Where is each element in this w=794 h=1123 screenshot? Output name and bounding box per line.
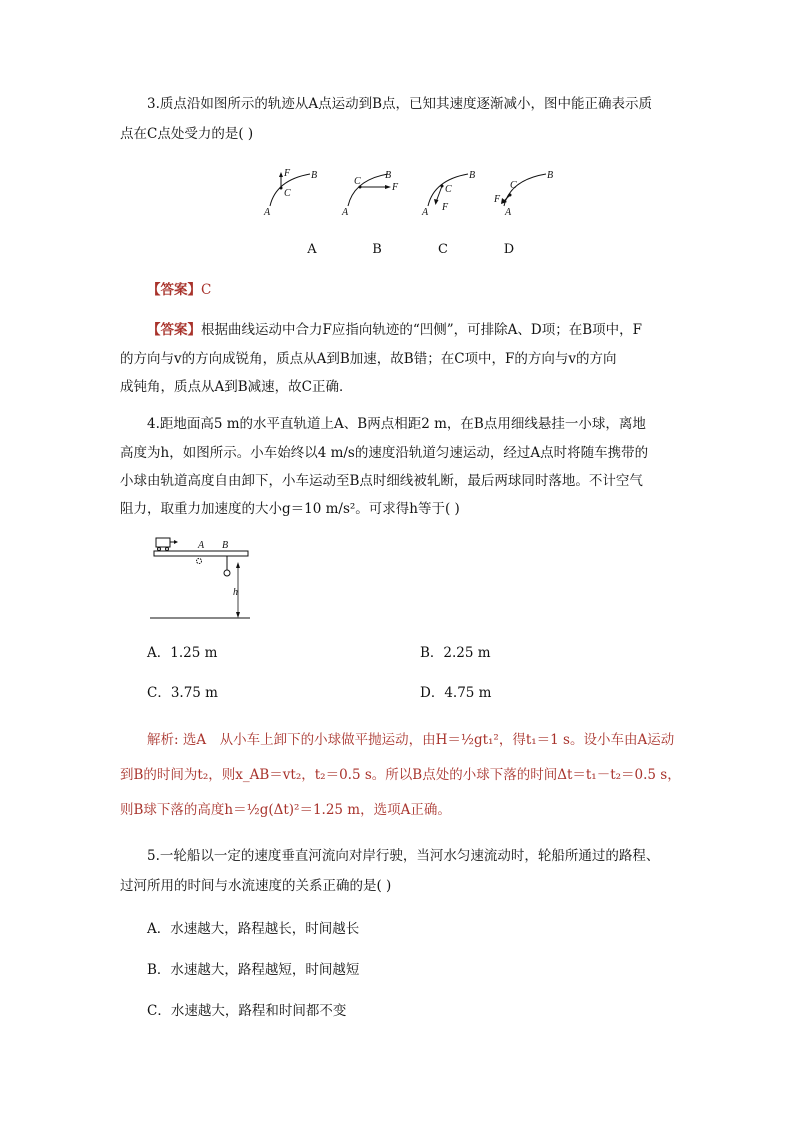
- q4-stem-line3: 小球由轨道高度自由卸下，小车运动至B点时细线被轧断，最后两球同时落地。不计空气: [120, 473, 643, 489]
- explain-tag: 【答案】: [147, 322, 201, 338]
- q4-option-c: C．3.75 m: [147, 685, 218, 701]
- q3-explain-line3: 成钝角，质点从A到B减速，故C正确．: [120, 379, 353, 395]
- q3d-f-label: F: [494, 194, 501, 205]
- q4-fig-a-label: A: [198, 540, 205, 551]
- q3-option-d-label: D: [503, 242, 515, 257]
- q5-option-a: A．水速越大，路程越长，时间越长: [147, 921, 360, 937]
- q3b-f-label: F: [392, 182, 399, 193]
- explain-text-1: 根据曲线运动中合力F应指向轨迹的“凹侧”，可排除A、D项；在B项中，F: [201, 322, 643, 338]
- answer-value: C: [201, 282, 212, 298]
- q3c-b-label: B: [469, 170, 476, 181]
- q3-figure-b: [340, 168, 410, 218]
- q3c-c-label: C: [445, 184, 452, 195]
- q3-figure-c: [420, 168, 480, 218]
- q5-option-b: B．水速越大，路程越短，时间越短: [147, 962, 360, 978]
- q3-explain-line2: 的方向与v的方向成锐角，质点从A到B加速，故B错；在C项中，F的方向与v的方向: [120, 351, 617, 367]
- q4-option-b: B．2.25 m: [420, 645, 491, 661]
- q4-stem-line2: 高度为h，如图所示。小车始终以4 m/s的速度沿轨道匀速运动，经过A点时将随车携带的: [120, 445, 649, 461]
- q5-option-c: C．水速越大，路程和时间都不变: [147, 1003, 347, 1019]
- q5-stem-line2: 过河所用的时间与水流速度的关系正确的是( ): [120, 878, 392, 894]
- q3b-c-label: C: [354, 176, 361, 187]
- q3c-f-label: F: [442, 202, 449, 213]
- q3b-a-label: A: [342, 207, 349, 218]
- q4-solution-line1: 解析: 选A 从小车上卸下的小球做平抛运动，由H＝½gt₁²，得t₁＝1 s。设小车由A运动: [147, 732, 675, 748]
- q3-stem-line2: 点在C点处受力的是( ): [120, 126, 254, 142]
- q3d-a-label: A: [505, 207, 512, 218]
- q3b-b-label: B: [385, 170, 392, 181]
- q3d-b-label: B: [547, 170, 554, 181]
- q4-figure: [150, 534, 260, 620]
- answer-tag: 【答案】: [147, 282, 201, 298]
- q4-fig-b-label: B: [222, 540, 229, 551]
- q3-option-c-label: C: [438, 242, 448, 257]
- q3-stem-line1: 3.质点沿如图所示的轨迹从A点运动到B点，已知其速度逐渐减小，图中能正确表示质: [147, 96, 653, 112]
- q4-solution-line2: 到B的时间为t₂，则x_AB＝vt₂，t₂＝0.5 s。所以B点处的小球下落的时间Δt＝t₁－t₂＝0.5 s，: [120, 767, 681, 783]
- q3a-c-label: C: [284, 188, 291, 199]
- q4-option-d: D．4.75 m: [420, 685, 492, 701]
- q3a-a-label: A: [264, 207, 271, 218]
- q3-figure-d: [490, 168, 560, 218]
- q4-option-a: A．1.25 m: [147, 645, 218, 661]
- q4-stem-line4: 阻力，取重力加速度的大小g＝10 m/s²。可求得h等于( ): [120, 501, 460, 517]
- q3c-a-label: A: [422, 207, 429, 218]
- q3-figure-a: [262, 168, 322, 218]
- q3a-b-label: B: [311, 170, 318, 181]
- q4-stem-line1: 4.距地面高5 m的水平直轨道上A、B两点相距2 m，在B点用细线悬挂一小球，离地: [147, 416, 646, 432]
- q3a-f-label: F: [284, 168, 291, 179]
- q4-solution-line3: 则B球下落的高度h＝½g(Δt)²＝1.25 m，选项A正确。: [120, 802, 451, 818]
- q4-fig-h-label: h: [233, 587, 238, 598]
- q5-stem-line1: 5.一轮船以一定的速度垂直河流向对岸行驶，当河水匀速流动时，轮船所通过的路程、: [147, 848, 660, 864]
- q3-option-a-label: A: [307, 242, 317, 257]
- q3d-c-label: C: [510, 180, 517, 191]
- q3-answer: [147, 280, 211, 300]
- q3-explain-line1: [147, 320, 642, 340]
- q3-option-b-label: B: [372, 242, 382, 257]
